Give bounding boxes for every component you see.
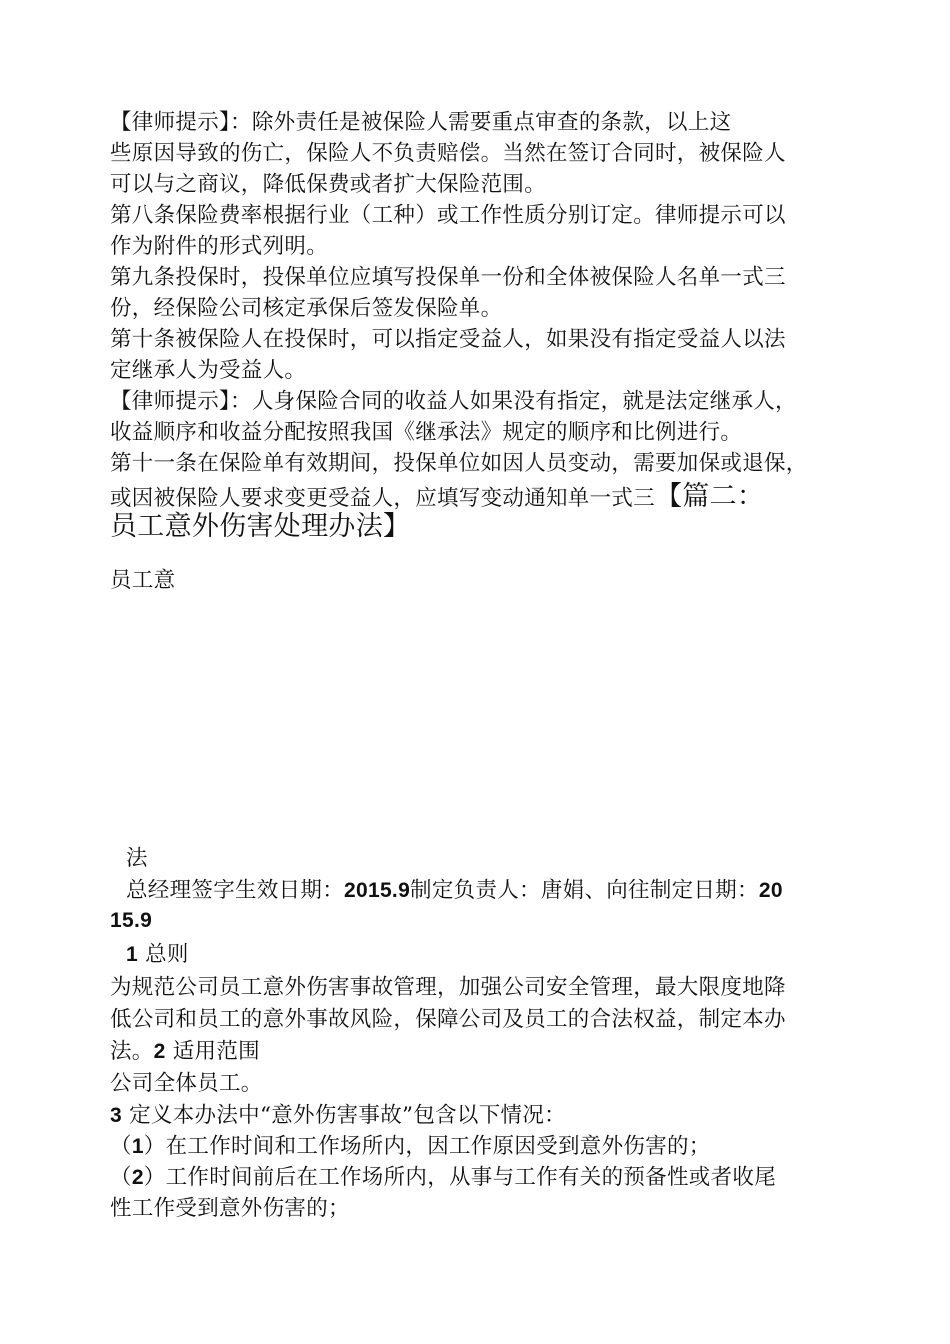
paren: （: [110, 1134, 132, 1159]
item-number: 1: [131, 1135, 144, 1158]
paragraph-line: 【律师提示】：除外责任是被保险人需要重点审查的条款，以上这: [110, 110, 732, 135]
paragraph-line: 可以与之商议，降低保费或者扩大保险范围。: [110, 172, 547, 197]
section-number: 1: [126, 943, 138, 966]
paragraph-line: 第十条被保险人在投保时，可以指定受益人，如果没有指定受益人以法: [110, 327, 786, 352]
paragraph-text: 包含以下情况：: [413, 1103, 566, 1128]
list-item-cont: 性工作受到意外伤害的；: [110, 1196, 350, 1221]
paragraph-line: 作为附件的形式列明。: [110, 234, 329, 259]
list-item: [110, 1163, 776, 1193]
paragraph-line: 份，经保险公司核定承保后签发保险单。: [110, 296, 503, 321]
paragraph-text: 或因被保险人要求变更受益人，应填写变动通知单一式三: [110, 486, 656, 511]
signature-line: [126, 876, 783, 906]
paragraph-line: [110, 1101, 566, 1131]
fragment-text: 法: [126, 846, 148, 871]
paragraph-line: 第九条投保时，投保单位应填写投保单一份和全体被保险人名单一式三: [110, 265, 786, 290]
paren: （: [110, 1165, 132, 1190]
signature-label: 总经理签字生效日期：: [126, 878, 345, 903]
paragraph-line: 第八条保险费率根据行业（工种）或工作性质分别订定。律师提示可以: [110, 203, 786, 228]
paragraph-line: 些原因导致的伤亡，保险人不负责赔偿。当然在签订合同时，被保险人: [110, 141, 786, 166]
paragraph-line: 第十一条在保险单有效期间，投保单位如因人员变动，需要加保或退保，: [110, 451, 808, 476]
paragraph-line: [110, 480, 764, 514]
paragraph-line: 定继承人为受益人。: [110, 358, 307, 383]
paragraph-text: 定义本办法中: [129, 1103, 260, 1128]
item-text: ）工作时间前后在工作场所内，从事与工作有关的预备性或者收尾: [143, 1165, 776, 1190]
fragment-text: 员工意: [110, 568, 176, 593]
section-title: [126, 940, 189, 970]
paragraph-line: 【律师提示】：人身保险合同的收益人如果没有指定，就是法定继承人，: [110, 389, 797, 414]
effective-date: 2015.9: [344, 879, 411, 902]
signature-line-cont: [110, 906, 152, 936]
section-heading-start: 【篇二：: [655, 481, 765, 512]
responsible-label: 制定负责人：唐娟、向往制定日期：: [410, 878, 759, 903]
section-number: 2: [153, 1040, 166, 1063]
paragraph-line: 公司全体员工。: [110, 1071, 263, 1096]
paragraph-text: 法。: [110, 1039, 154, 1064]
section-heading: 员工意外伤害处理办法】: [110, 511, 411, 542]
item-number: 2: [131, 1166, 144, 1189]
item-text: ）在工作时间和工作场所内，因工作原因受到意外伤害的；: [143, 1134, 711, 1159]
paragraph-line: 为规范公司员工意外伤害事故管理，加强公司安全管理，最大限度地降: [110, 975, 786, 1000]
section-title-text: 适用范围: [172, 1039, 260, 1064]
formulation-date-cont: 15.9: [110, 909, 153, 932]
paragraph-line: 低公司和员工的意外事故风险，保障公司及员工的合法权益，制定本办: [110, 1007, 786, 1032]
quoted-term: “意外伤害事故”: [259, 1103, 414, 1128]
paragraph-line: [110, 1037, 260, 1067]
paragraph-line: 收益顺序和收益分配按照我国《继承法》规定的顺序和比例进行。: [110, 420, 743, 445]
formulation-date: 20: [758, 879, 783, 902]
section-title-text: 总则: [145, 942, 189, 967]
list-item: [110, 1132, 711, 1162]
section-number: 3: [110, 1104, 122, 1127]
